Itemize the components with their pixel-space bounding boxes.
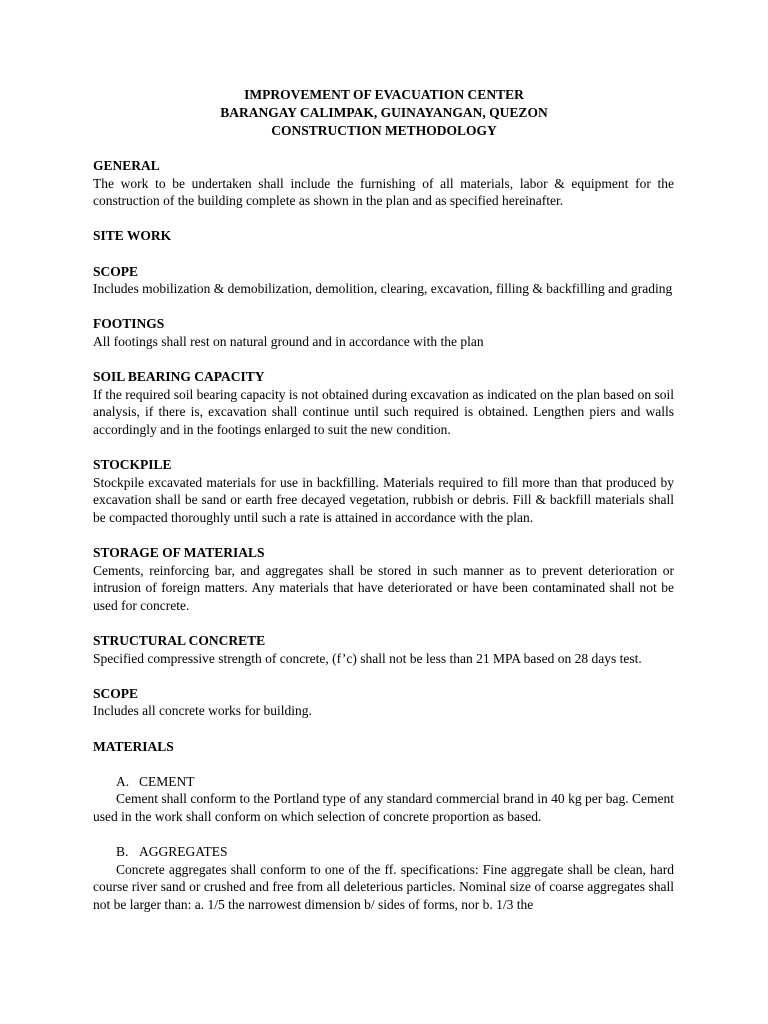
section-general <box>93 157 674 210</box>
section-footings <box>93 315 674 350</box>
section-heading: SITE WORK <box>93 228 172 244</box>
section-soil-bearing <box>93 368 674 438</box>
section-paragraph: Includes all concrete works for building. <box>93 703 312 719</box>
material-item-heading <box>93 773 674 791</box>
section-heading: STOCKPILE <box>93 457 172 473</box>
section-heading: GENERAL <box>93 158 160 173</box>
material-item-paragraph: Cement shall conform to the Portland type of any standard commercial brand in 40 kg per bag. Cement used in the work shall conform on which selection of concrete proportion as based. <box>93 791 674 824</box>
title-line-location: BARANGAY CALIMPAK, GUINAYANGAN, QUEZON <box>220 105 548 120</box>
section-paragraph: Stockpile excavated materials for use in backfilling. Materials required to fill more than that produced by excavation shall be sand or earth free decayed vegetation, rubbish or debris. Fill & backfill materials shall be compacted thoroughly until such a rate is attained in accordance with the plan. <box>93 474 674 525</box>
material-item-label: CEMENT <box>139 773 195 789</box>
section-stockpile <box>93 456 674 526</box>
section-heading: SCOPE <box>93 263 139 279</box>
list-marker: B. <box>116 844 129 860</box>
section-heading: STORAGE OF MATERIALS <box>93 545 265 561</box>
section-paragraph: Cements, reinforcing bar, and aggregates shall be stored in such manner as to prevent deterioration or intrusion of foreign matters. Any materials that have deteriorated or have been contaminated shall not be used for concrete. <box>93 562 674 613</box>
section-heading: FOOTINGS <box>93 316 165 332</box>
section-heading: MATERIALS <box>93 738 174 754</box>
section-scope-site <box>93 263 674 298</box>
section-structural-concrete <box>93 632 674 667</box>
material-item-aggregates <box>93 843 674 913</box>
section-paragraph: If the required soil bearing capacity is not obtained during excavation as indicated on the plan based on soil analysis, if there is, excavation shall continue until such required is obtained. Lengthen piers and walls accordingly and in the footings enlarged to suit the new condition. <box>93 386 674 437</box>
section-paragraph: Includes mobilization & demobilization, demolition, clearing, excavation, filling & backfilling and grading <box>93 281 673 297</box>
list-marker: A. <box>116 773 130 789</box>
section-scope-concrete <box>93 685 674 720</box>
section-storage <box>93 544 674 614</box>
section-paragraph: Specified compressive strength of concrete, (f’c) shall not be less than 21 MPA based on 28 days test. <box>93 650 642 666</box>
section-heading: SCOPE <box>93 685 139 701</box>
document-body <box>93 157 674 931</box>
section-materials <box>93 738 674 756</box>
material-item-label: AGGREGATES <box>139 844 228 860</box>
title-line-project: IMPROVEMENT OF EVACUATION CENTER <box>244 87 524 102</box>
section-paragraph: The work to be undertaken shall include the furnishing of all materials, labor & equipment for the construction of the building complete as shown in the plan and as specified hereinafter. <box>93 175 674 209</box>
material-item-cement <box>93 773 674 826</box>
section-heading: STRUCTURAL CONCRETE <box>93 633 266 649</box>
material-item-heading <box>93 843 674 861</box>
section-site-work <box>93 227 674 245</box>
section-paragraph: All footings shall rest on natural ground and in accordance with the plan <box>93 333 484 349</box>
title-line-subject: CONSTRUCTION METHODOLOGY <box>271 123 497 138</box>
section-heading: SOIL BEARING CAPACITY <box>93 369 265 385</box>
document-title <box>0 86 768 140</box>
material-item-paragraph: Concrete aggregates shall conform to one of the ff. specifications: Fine aggregate shall be clean, hard course river sand or crushed and free from all deleterious particles. Nominal size of coarse aggregates shall not be larger than: a. 1/5 the narrowest dimension b/ sides of forms, nor b. 1/3 the <box>93 861 674 912</box>
